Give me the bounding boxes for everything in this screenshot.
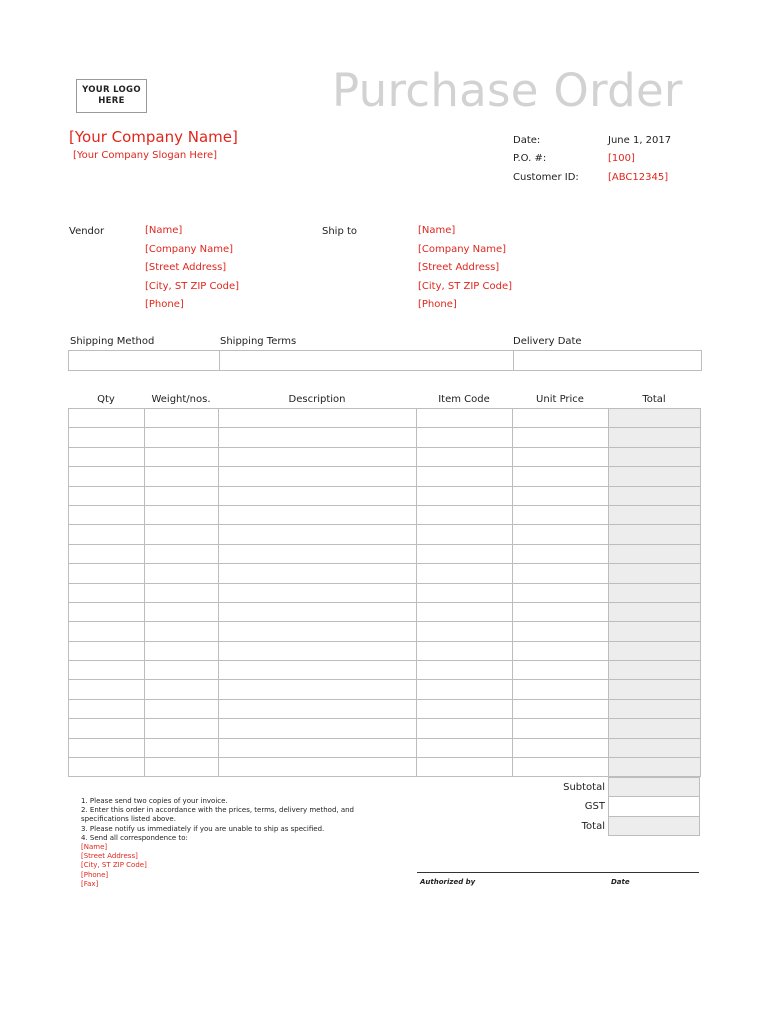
cell-item-code[interactable] bbox=[417, 409, 513, 428]
contact-name[interactable]: [Name] bbox=[81, 843, 108, 852]
cell-weight[interactable] bbox=[145, 719, 219, 738]
cell-item-code[interactable] bbox=[417, 544, 513, 563]
ship-to-city[interactable]: [City, ST ZIP Code] bbox=[418, 280, 513, 292]
date-value[interactable]: June 1, 2017 bbox=[608, 135, 672, 146]
cell-total[interactable] bbox=[609, 467, 701, 486]
table-row bbox=[69, 525, 701, 544]
cell-total[interactable] bbox=[609, 505, 701, 524]
signature-line[interactable] bbox=[417, 872, 699, 873]
cell-unit-price[interactable] bbox=[513, 641, 609, 660]
table-row bbox=[69, 738, 701, 757]
cell-unit-price[interactable] bbox=[513, 409, 609, 428]
total-label: Total bbox=[581, 821, 605, 832]
cell-total[interactable] bbox=[609, 641, 701, 660]
table-row bbox=[69, 680, 701, 699]
cell-unit-price[interactable] bbox=[513, 622, 609, 641]
header-description: Description bbox=[288, 394, 346, 405]
cell-item-code[interactable] bbox=[417, 602, 513, 621]
authorized-by-label: Authorized by bbox=[420, 878, 476, 886]
cell-description[interactable] bbox=[219, 622, 417, 641]
cell-weight[interactable] bbox=[145, 738, 219, 757]
cell-weight[interactable] bbox=[145, 622, 219, 641]
cell-qty[interactable] bbox=[69, 409, 145, 428]
cell-weight[interactable] bbox=[145, 699, 219, 718]
cell-description[interactable] bbox=[219, 428, 417, 447]
ship-to-company[interactable]: [Company Name] bbox=[418, 243, 507, 255]
delivery-date-cell[interactable] bbox=[514, 351, 702, 371]
table-row bbox=[69, 699, 701, 718]
table-row bbox=[69, 428, 701, 447]
cell-total[interactable] bbox=[609, 564, 701, 583]
vendor-company[interactable]: [Company Name] bbox=[145, 243, 234, 255]
cell-unit-price[interactable] bbox=[513, 505, 609, 524]
header-qty: Qty bbox=[97, 394, 115, 405]
gst-label: GST bbox=[584, 801, 605, 812]
shipping-table bbox=[68, 350, 702, 371]
cell-description[interactable] bbox=[219, 447, 417, 466]
cell-item-code[interactable] bbox=[417, 699, 513, 718]
cell-unit-price[interactable] bbox=[513, 602, 609, 621]
shipping-terms-label: Shipping Terms bbox=[220, 336, 297, 347]
vendor-city[interactable]: [City, ST ZIP Code] bbox=[145, 280, 240, 292]
table-row bbox=[69, 622, 701, 641]
table-row bbox=[69, 758, 701, 777]
note-1: 1. Please send two copies of your invoice. bbox=[81, 797, 228, 805]
cell-qty[interactable] bbox=[69, 486, 145, 505]
cell-description[interactable] bbox=[219, 505, 417, 524]
cell-unit-price[interactable] bbox=[513, 758, 609, 777]
cell-item-code[interactable] bbox=[417, 467, 513, 486]
cell-qty[interactable] bbox=[69, 544, 145, 563]
ship-to-name[interactable]: [Name] bbox=[418, 225, 456, 236]
vendor-label: Vendor bbox=[69, 226, 105, 237]
header-weight: Weight/nos. bbox=[151, 394, 211, 405]
cell-qty[interactable] bbox=[69, 428, 145, 447]
shipping-terms-cell[interactable] bbox=[220, 351, 514, 371]
cell-description[interactable] bbox=[219, 680, 417, 699]
shipping-method-cell[interactable] bbox=[69, 351, 220, 371]
table-row bbox=[69, 661, 701, 680]
cell-unit-price[interactable] bbox=[513, 447, 609, 466]
cell-description[interactable] bbox=[219, 602, 417, 621]
vendor-phone[interactable]: [Phone] bbox=[145, 299, 184, 310]
cell-unit-price[interactable] bbox=[513, 428, 609, 447]
note-2: 2. Enter this order in accordance with the prices, terms, delivery method, and specifications listed above. bbox=[81, 806, 355, 824]
company-name[interactable]: [Your Company Name] bbox=[69, 128, 238, 146]
cell-total[interactable] bbox=[609, 583, 701, 602]
cell-unit-price[interactable] bbox=[513, 719, 609, 738]
order-notes bbox=[81, 797, 371, 889]
cell-description[interactable] bbox=[219, 758, 417, 777]
cell-total[interactable] bbox=[609, 525, 701, 544]
cell-qty[interactable] bbox=[69, 564, 145, 583]
table-row bbox=[69, 564, 701, 583]
subtotal-label: Subtotal bbox=[563, 782, 605, 793]
vendor-name[interactable]: [Name] bbox=[145, 225, 183, 236]
cell-description[interactable] bbox=[219, 544, 417, 563]
cell-weight[interactable] bbox=[145, 428, 219, 447]
cell-item-code[interactable] bbox=[417, 738, 513, 757]
cell-total[interactable] bbox=[609, 486, 701, 505]
note-3: 3. Please notify us immediately if you are unable to ship as specified. bbox=[81, 824, 325, 833]
cell-weight[interactable] bbox=[145, 525, 219, 544]
table-row bbox=[69, 544, 701, 563]
cell-item-code[interactable] bbox=[417, 428, 513, 447]
contact-street[interactable]: [Street Address] bbox=[81, 852, 138, 861]
po-value[interactable]: [100] bbox=[608, 153, 635, 164]
cell-qty[interactable] bbox=[69, 447, 145, 466]
cell-total[interactable] bbox=[609, 409, 701, 428]
cell-description[interactable] bbox=[219, 467, 417, 486]
cell-unit-price[interactable] bbox=[513, 564, 609, 583]
signature-date-label: Date bbox=[611, 878, 630, 886]
date-label: Date: bbox=[513, 135, 541, 146]
cell-item-code[interactable] bbox=[417, 525, 513, 544]
cell-total[interactable] bbox=[609, 719, 701, 738]
cell-weight[interactable] bbox=[145, 467, 219, 486]
cell-qty[interactable] bbox=[69, 661, 145, 680]
cell-unit-price[interactable] bbox=[513, 661, 609, 680]
customer-id-value[interactable]: [ABC12345] bbox=[608, 172, 669, 183]
cell-qty[interactable] bbox=[69, 525, 145, 544]
cell-qty[interactable] bbox=[69, 467, 145, 486]
cell-unit-price[interactable] bbox=[513, 486, 609, 505]
cell-description[interactable] bbox=[219, 583, 417, 602]
contact-fax[interactable]: [Fax] bbox=[81, 879, 99, 888]
table-row bbox=[69, 467, 701, 486]
cell-qty[interactable] bbox=[69, 719, 145, 738]
cell-qty[interactable] bbox=[69, 505, 145, 524]
table-row bbox=[69, 602, 701, 621]
table-row bbox=[69, 583, 701, 602]
cell-unit-price[interactable] bbox=[513, 467, 609, 486]
cell-unit-price[interactable] bbox=[513, 738, 609, 757]
table-row bbox=[69, 719, 701, 738]
vendor-street[interactable]: [Street Address] bbox=[145, 262, 227, 273]
cell-weight[interactable] bbox=[145, 583, 219, 602]
cell-description[interactable] bbox=[219, 719, 417, 738]
table-row bbox=[69, 641, 701, 660]
cell-item-code[interactable] bbox=[417, 486, 513, 505]
cell-unit-price[interactable] bbox=[513, 699, 609, 718]
cell-description[interactable] bbox=[219, 525, 417, 544]
po-label: P.O. #: bbox=[513, 153, 547, 164]
cell-total[interactable] bbox=[609, 428, 701, 447]
header-item-code: Item Code bbox=[438, 394, 490, 405]
cell-total[interactable] bbox=[609, 738, 701, 757]
cell-weight[interactable] bbox=[145, 641, 219, 660]
cell-unit-price[interactable] bbox=[513, 525, 609, 544]
table-row bbox=[69, 486, 701, 505]
cell-total[interactable] bbox=[609, 661, 701, 680]
subtotal-cell[interactable] bbox=[609, 778, 700, 797]
cell-item-code[interactable] bbox=[417, 680, 513, 699]
cell-total[interactable] bbox=[609, 699, 701, 718]
total-cell[interactable] bbox=[609, 817, 700, 836]
totals-table bbox=[608, 777, 700, 836]
cell-unit-price[interactable] bbox=[513, 583, 609, 602]
cell-description[interactable] bbox=[219, 738, 417, 757]
cell-item-code[interactable] bbox=[417, 564, 513, 583]
cell-description[interactable] bbox=[219, 486, 417, 505]
company-slogan[interactable]: [Your Company Slogan Here] bbox=[73, 150, 218, 161]
cell-weight[interactable] bbox=[145, 680, 219, 699]
cell-qty[interactable] bbox=[69, 680, 145, 699]
cell-item-code[interactable] bbox=[417, 661, 513, 680]
cell-description[interactable] bbox=[219, 564, 417, 583]
cell-weight[interactable] bbox=[145, 602, 219, 621]
cell-weight[interactable] bbox=[145, 409, 219, 428]
cell-qty[interactable] bbox=[69, 583, 145, 602]
cell-qty[interactable] bbox=[69, 758, 145, 777]
ship-to-address bbox=[418, 222, 512, 315]
cell-qty[interactable] bbox=[69, 602, 145, 621]
cell-weight[interactable] bbox=[145, 486, 219, 505]
cell-qty[interactable] bbox=[69, 622, 145, 641]
cell-weight[interactable] bbox=[145, 544, 219, 563]
table-row bbox=[69, 505, 701, 524]
cell-qty[interactable] bbox=[69, 699, 145, 718]
cell-total[interactable] bbox=[609, 544, 701, 563]
cell-weight[interactable] bbox=[145, 447, 219, 466]
header-unit-price: Unit Price bbox=[536, 394, 584, 405]
cell-description[interactable] bbox=[219, 641, 417, 660]
gst-cell[interactable] bbox=[609, 797, 700, 817]
logo-placeholder bbox=[76, 79, 147, 113]
cell-item-code[interactable] bbox=[417, 505, 513, 524]
vendor-address bbox=[145, 222, 239, 315]
cell-item-code[interactable] bbox=[417, 641, 513, 660]
cell-weight[interactable] bbox=[145, 564, 219, 583]
cell-weight[interactable] bbox=[145, 661, 219, 680]
cell-total[interactable] bbox=[609, 447, 701, 466]
cell-item-code[interactable] bbox=[417, 447, 513, 466]
cell-total[interactable] bbox=[609, 622, 701, 641]
cell-item-code[interactable] bbox=[417, 758, 513, 777]
header-total: Total bbox=[642, 394, 666, 405]
cell-item-code[interactable] bbox=[417, 622, 513, 641]
cell-weight[interactable] bbox=[145, 758, 219, 777]
contact-city[interactable]: [City, ST ZIP Code] bbox=[81, 861, 147, 870]
logo-text-line-2: HERE bbox=[98, 96, 125, 106]
ship-to-label: Ship to bbox=[322, 226, 358, 237]
note-4: 4. Send all correspondence to: bbox=[81, 833, 188, 842]
cell-weight[interactable] bbox=[145, 505, 219, 524]
table-row bbox=[69, 447, 701, 466]
cell-total[interactable] bbox=[609, 602, 701, 621]
logo-text-line-1: YOUR LOGO bbox=[82, 85, 141, 95]
contact-phone[interactable]: [Phone] bbox=[81, 870, 109, 879]
ship-to-street[interactable]: [Street Address] bbox=[418, 262, 500, 273]
cell-qty[interactable] bbox=[69, 738, 145, 757]
cell-item-code[interactable] bbox=[417, 583, 513, 602]
cell-item-code[interactable] bbox=[417, 719, 513, 738]
shipping-method-label: Shipping Method bbox=[70, 336, 155, 347]
ship-to-phone[interactable]: [Phone] bbox=[418, 299, 457, 310]
items-table bbox=[68, 408, 701, 777]
delivery-date-label: Delivery Date bbox=[513, 336, 582, 347]
document-title: Purchase Order bbox=[332, 64, 683, 117]
cell-total[interactable] bbox=[609, 680, 701, 699]
cell-total[interactable] bbox=[609, 758, 701, 777]
cell-unit-price[interactable] bbox=[513, 544, 609, 563]
cell-qty[interactable] bbox=[69, 641, 145, 660]
cell-description[interactable] bbox=[219, 409, 417, 428]
table-row bbox=[69, 409, 701, 428]
cell-unit-price[interactable] bbox=[513, 680, 609, 699]
customer-id-label: Customer ID: bbox=[513, 172, 579, 183]
cell-description[interactable] bbox=[219, 699, 417, 718]
cell-description[interactable] bbox=[219, 661, 417, 680]
